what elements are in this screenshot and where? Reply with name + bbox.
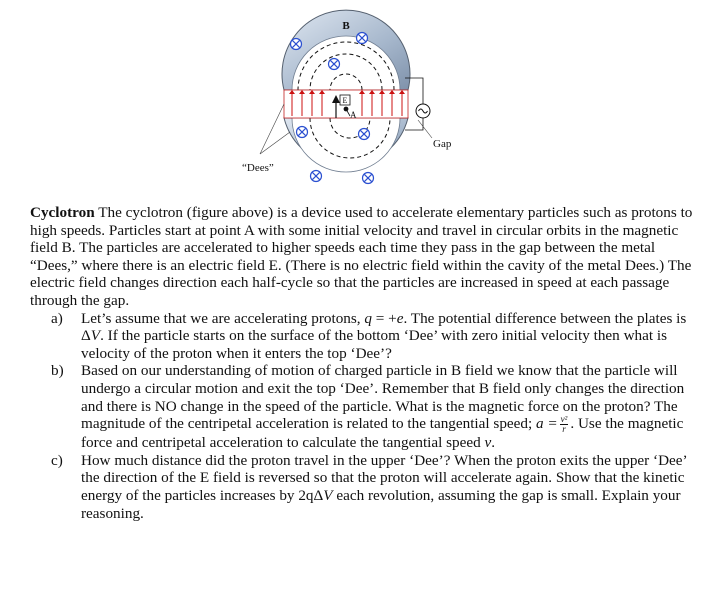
problem-text	[30, 204, 700, 522]
intro-body: The cyclotron (figure above) is a device used to accelerate elementary particles such as protons to high speeds. Particles start at point A with some initial velocity and travel in circular orbits in the magnetic field B. The particles are accelerated to higher speeds each time they pass in the gap between the metal “Dees,” where there is an electric field E. (There is no electric field within the cavity of the metal Dees.) The electric field changes direction each half-cycle so that the particles are increased in speed at each passage through the gap.	[30, 204, 693, 309]
question-c: c) How much distance did the proton travel in the upper ‘Dee’? When the proton exits the upper ‘Dee’ the direction of the E field is reversed so that the proton will accelerate again. Show that the kinetic energy of the particles increases by 2qΔV each revolution, assuming the gap is small. Explain your reasoning.	[51, 451, 687, 522]
cyclotron-figure	[222, 6, 472, 202]
question-b: b) Based on our understanding of motion of charged particle in B field we know that the particle will undergo a circular motion and exit the top ‘Dee’. Remember that B field only changes the direction and there is NO change in the speed of the particle. What is the magnetic force on the proton? The magnitude of the centripetal acceleration is related to the tangential speed; a = $\frac{\text{v²}}{r}$ . Use the magnetic force and centripetal acceleration to calculate the tangential speed v.	[51, 362, 685, 452]
problem-title: Cyclotron	[30, 204, 95, 221]
label-dees: “Dees”	[242, 162, 274, 174]
intro-paragraph	[30, 204, 700, 310]
question-marker: b)	[51, 362, 64, 380]
label-e: E	[342, 96, 348, 105]
label-a: A	[350, 110, 357, 120]
label-b: B	[342, 20, 350, 32]
equation-lhs: a =	[536, 415, 558, 433]
label-gap: Gap	[433, 138, 452, 150]
fraction: $\frac{\text{v²}}{r}$	[560, 414, 568, 435]
question-marker: a)	[51, 309, 63, 327]
question-marker: c)	[51, 451, 63, 469]
question-a: a) Let’s assume that we are accelerating protons, q = +e. The potential difference between the plates is ΔV. If the particle starts on the surface of the bottom ‘Dee’ with zero initial velocity then what is velocity of the proton when it enters the top ‘Dee’?	[51, 309, 687, 362]
question-list	[30, 310, 700, 523]
